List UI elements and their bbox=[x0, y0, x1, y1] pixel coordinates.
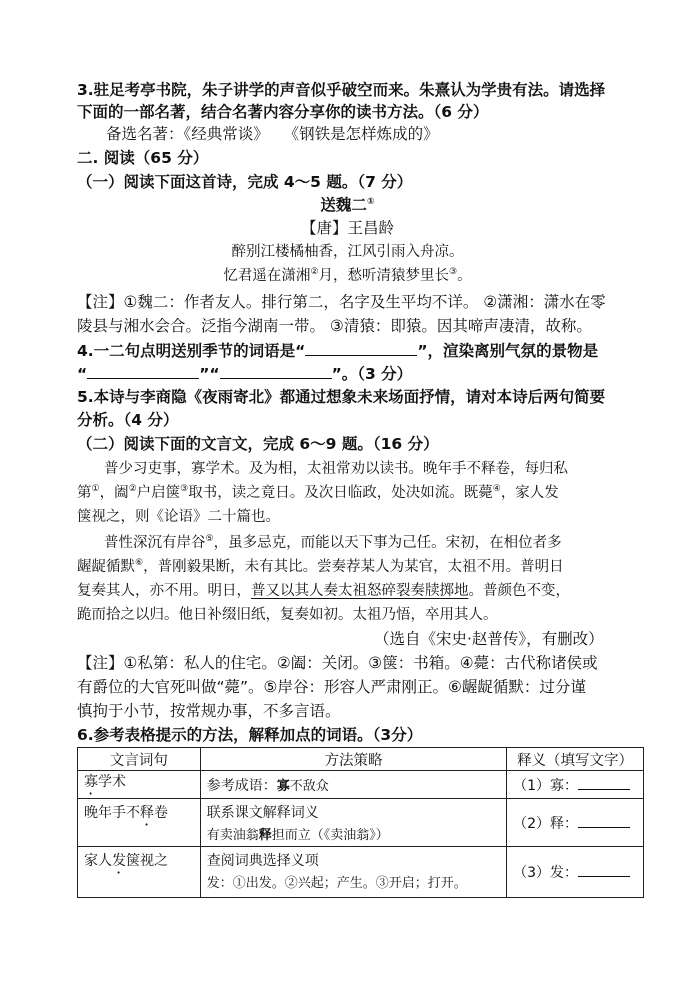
poem-line-2-b: 月，愁听清猿梦里长 bbox=[318, 268, 449, 284]
passage-seg: 第 bbox=[77, 485, 92, 501]
q4-open-quote: “ bbox=[77, 365, 88, 383]
passage-seg: ，阖 bbox=[99, 485, 129, 501]
answer-cell[interactable] bbox=[507, 799, 644, 847]
passage-source: （选自《宋史·赵普传》，有删改） bbox=[374, 630, 604, 648]
q4-suffix: ”。（3 分） bbox=[331, 365, 413, 383]
term-text: 箧视之 bbox=[126, 853, 168, 869]
underlined-sentence: 普又以其人奏太祖怒碎裂奏牍掷地 bbox=[251, 583, 469, 599]
method-text: 参考成语： bbox=[206, 777, 277, 794]
q3-option-1: 《经典常谈》 bbox=[183, 125, 269, 143]
poem-title bbox=[0, 195, 695, 215]
passage-p1-line3: 箧视之，则《论语》二十篇也。 bbox=[77, 509, 280, 525]
q4-line2 bbox=[77, 363, 412, 384]
q3-options-label: 备选名著： bbox=[106, 125, 184, 143]
q5-line1: 5.本诗与李商隐《夜雨寄北》都通过想象未来场面抒情，请对本诗后两句简要 bbox=[77, 388, 606, 406]
passage-p2-line1 bbox=[104, 533, 562, 553]
passage-note-ref: ⑤ bbox=[205, 534, 214, 545]
example-text: 有卖油翁 bbox=[206, 828, 259, 843]
term-cell bbox=[78, 771, 201, 799]
passage-seg: ，普刚毅果断，未有其比。尝奏荐某人为某官，太祖不用。普明日 bbox=[143, 559, 564, 575]
table-row bbox=[78, 847, 644, 898]
answer-cell[interactable] bbox=[507, 847, 644, 898]
q4-blank-3[interactable] bbox=[220, 363, 332, 379]
term-text: 家人 bbox=[84, 853, 112, 869]
passage-notes-line2: 有爵位的大官死叫做“薨”。⑤岸谷：形容人严肃刚正。⑥龌龊循默：过分谨 bbox=[77, 678, 586, 696]
passage-seg: 取书，读之竟日。及次日临政，处决如流。既薨 bbox=[188, 485, 493, 501]
q3-line2: 下面的一部名著，结合名著内容分享你的读书方法。（6 分） bbox=[77, 103, 489, 121]
term-cell bbox=[78, 847, 201, 898]
table-header-cell: 方法策略 bbox=[200, 748, 506, 771]
poem-title-note: ① bbox=[366, 196, 375, 207]
q4-separator: ”“ bbox=[199, 365, 220, 383]
answer-label: （2）释： bbox=[513, 815, 579, 832]
poem-line-1: 醉别江楼橘柚香，江风引雨入舟凉。 bbox=[231, 244, 464, 260]
passage-note-ref: ④ bbox=[492, 484, 501, 495]
table-row bbox=[78, 799, 644, 847]
method-bold-word: 寡 bbox=[276, 778, 290, 794]
example-text: 担而立（《卖油翁》） bbox=[271, 828, 389, 843]
table-header-cell: 释义（填写文字） bbox=[507, 748, 644, 771]
method-example bbox=[207, 824, 500, 843]
passage-notes-line1: 【注】①私第：私人的住宅。②阖：关闭。③箧：书箱。④薨：古代称诸侯或 bbox=[77, 654, 598, 672]
answer-label: （3）发： bbox=[513, 865, 579, 881]
dotted-word: 释 bbox=[140, 805, 154, 821]
example-bold-word: 释 bbox=[258, 828, 272, 843]
q3-option-2: 《钢铁是怎样炼成的》 bbox=[283, 125, 439, 143]
poem-author: 【唐】王昌龄 bbox=[300, 219, 394, 237]
table-header-row bbox=[78, 748, 644, 771]
q4-prefix: 4.一二句点明送别季节的词语是“ bbox=[77, 342, 306, 360]
q6-table bbox=[77, 747, 644, 898]
answer-blank[interactable] bbox=[578, 862, 630, 877]
passage-seg: 。普颜色不变， bbox=[468, 583, 570, 599]
passage-seg: 普性深沉有岸谷 bbox=[104, 535, 206, 551]
poem-line-2 bbox=[0, 266, 695, 286]
table-row bbox=[78, 771, 644, 799]
poem-line-2-c: 。 bbox=[457, 268, 472, 284]
passage-note-ref: ① bbox=[91, 484, 100, 495]
q5-line2: 分析。（4 分） bbox=[77, 411, 179, 429]
passage-seg: 户启箧 bbox=[136, 485, 181, 501]
passage-p1-line2 bbox=[77, 483, 559, 503]
poem-notes-line2: 陵县与湘水会合。泛指今湖南一带。 ③清猿：即猿。因其啼声凄清，故称。 bbox=[77, 317, 592, 335]
q6-heading: 6.参考表格提示的方法，解释加点的词语。（3分） bbox=[77, 726, 423, 744]
part1-heading: （一）阅读下面这首诗，完成 4～5 题。（7 分） bbox=[77, 173, 413, 191]
section2-title: 二. 阅读（65 分） bbox=[77, 149, 209, 167]
passage-seg: ，虽多忌克，而能以天下事为己任。宋初，在相位者多 bbox=[213, 535, 562, 551]
passage-seg: ，家人发 bbox=[500, 485, 559, 501]
answer-blank[interactable] bbox=[578, 813, 630, 828]
answer-blank[interactable] bbox=[578, 775, 630, 790]
poem-note-3: ③ bbox=[449, 267, 458, 278]
q4-mid: ”，渲染离别气氛的景物是 bbox=[417, 342, 599, 360]
q3-options bbox=[106, 124, 439, 144]
poem-notes-line1: 【注】①魏二：作者友人。排行第二，名字及生平均不详。 ②潇湘：潇水在零 bbox=[77, 293, 606, 311]
passage-note-ref: ③ bbox=[180, 484, 189, 495]
part2-heading: （二）阅读下面的文言文，完成 6～9 题。（16 分） bbox=[77, 435, 439, 453]
q3-line1: 3.驻足考亭书院，朱子讲学的声音似乎破空而来。朱熹认为学贵有法。请选择 bbox=[77, 81, 606, 99]
table-header-cell: 文言词句 bbox=[78, 748, 201, 771]
passage-note-ref: ② bbox=[128, 484, 137, 495]
q4-line1 bbox=[77, 340, 598, 361]
dotted-word: 发 bbox=[112, 853, 126, 869]
passage-notes-line3: 慎拘于小节，按常规办事，不多言语。 bbox=[77, 702, 341, 720]
term-text: 晚年手不 bbox=[84, 805, 140, 821]
method-text: 联系课文解释词义 bbox=[206, 805, 319, 821]
passage-p2-line4: 跪而拾之以归。他日补缀旧纸，复奏如初。太祖乃悟，卒用其人。 bbox=[77, 607, 498, 623]
method-cell bbox=[200, 771, 506, 799]
term-text: 卷 bbox=[154, 805, 168, 821]
term-cell bbox=[78, 799, 201, 847]
poem-note-2: ② bbox=[310, 267, 319, 278]
method-definitions: 发：①出发。②兴起；产生。③开启；打开。 bbox=[206, 876, 467, 891]
passage-p1-line1: 普少习吏事，寡学术。及为相，太祖常劝以读书。晚年手不释卷，每归私 bbox=[104, 461, 568, 477]
term-text: 学术 bbox=[98, 774, 126, 790]
answer-cell[interactable] bbox=[507, 771, 644, 799]
passage-note-ref: ⑥ bbox=[135, 558, 144, 569]
passage-p2-line3 bbox=[77, 581, 570, 601]
answer-label: （1）寡： bbox=[513, 777, 579, 794]
passage-seg: 龌龊循默 bbox=[77, 559, 135, 575]
method-cell bbox=[200, 847, 506, 898]
q4-blank-2[interactable] bbox=[87, 363, 199, 379]
method-text: 查阅词典选择义项 bbox=[206, 853, 319, 869]
passage-p2-line2 bbox=[77, 557, 564, 577]
passage-seg: 复奏其人，亦不用。明日， bbox=[77, 583, 251, 599]
method-idiom-rest: 不敌众 bbox=[289, 778, 329, 794]
poem-title-text: 送魏二 bbox=[320, 196, 367, 214]
poem-line-2-a: 忆君遥在潇湘 bbox=[223, 268, 311, 284]
method-cell bbox=[200, 799, 506, 847]
dotted-word: 寡 bbox=[84, 774, 98, 790]
q4-blank-1[interactable] bbox=[305, 340, 417, 356]
